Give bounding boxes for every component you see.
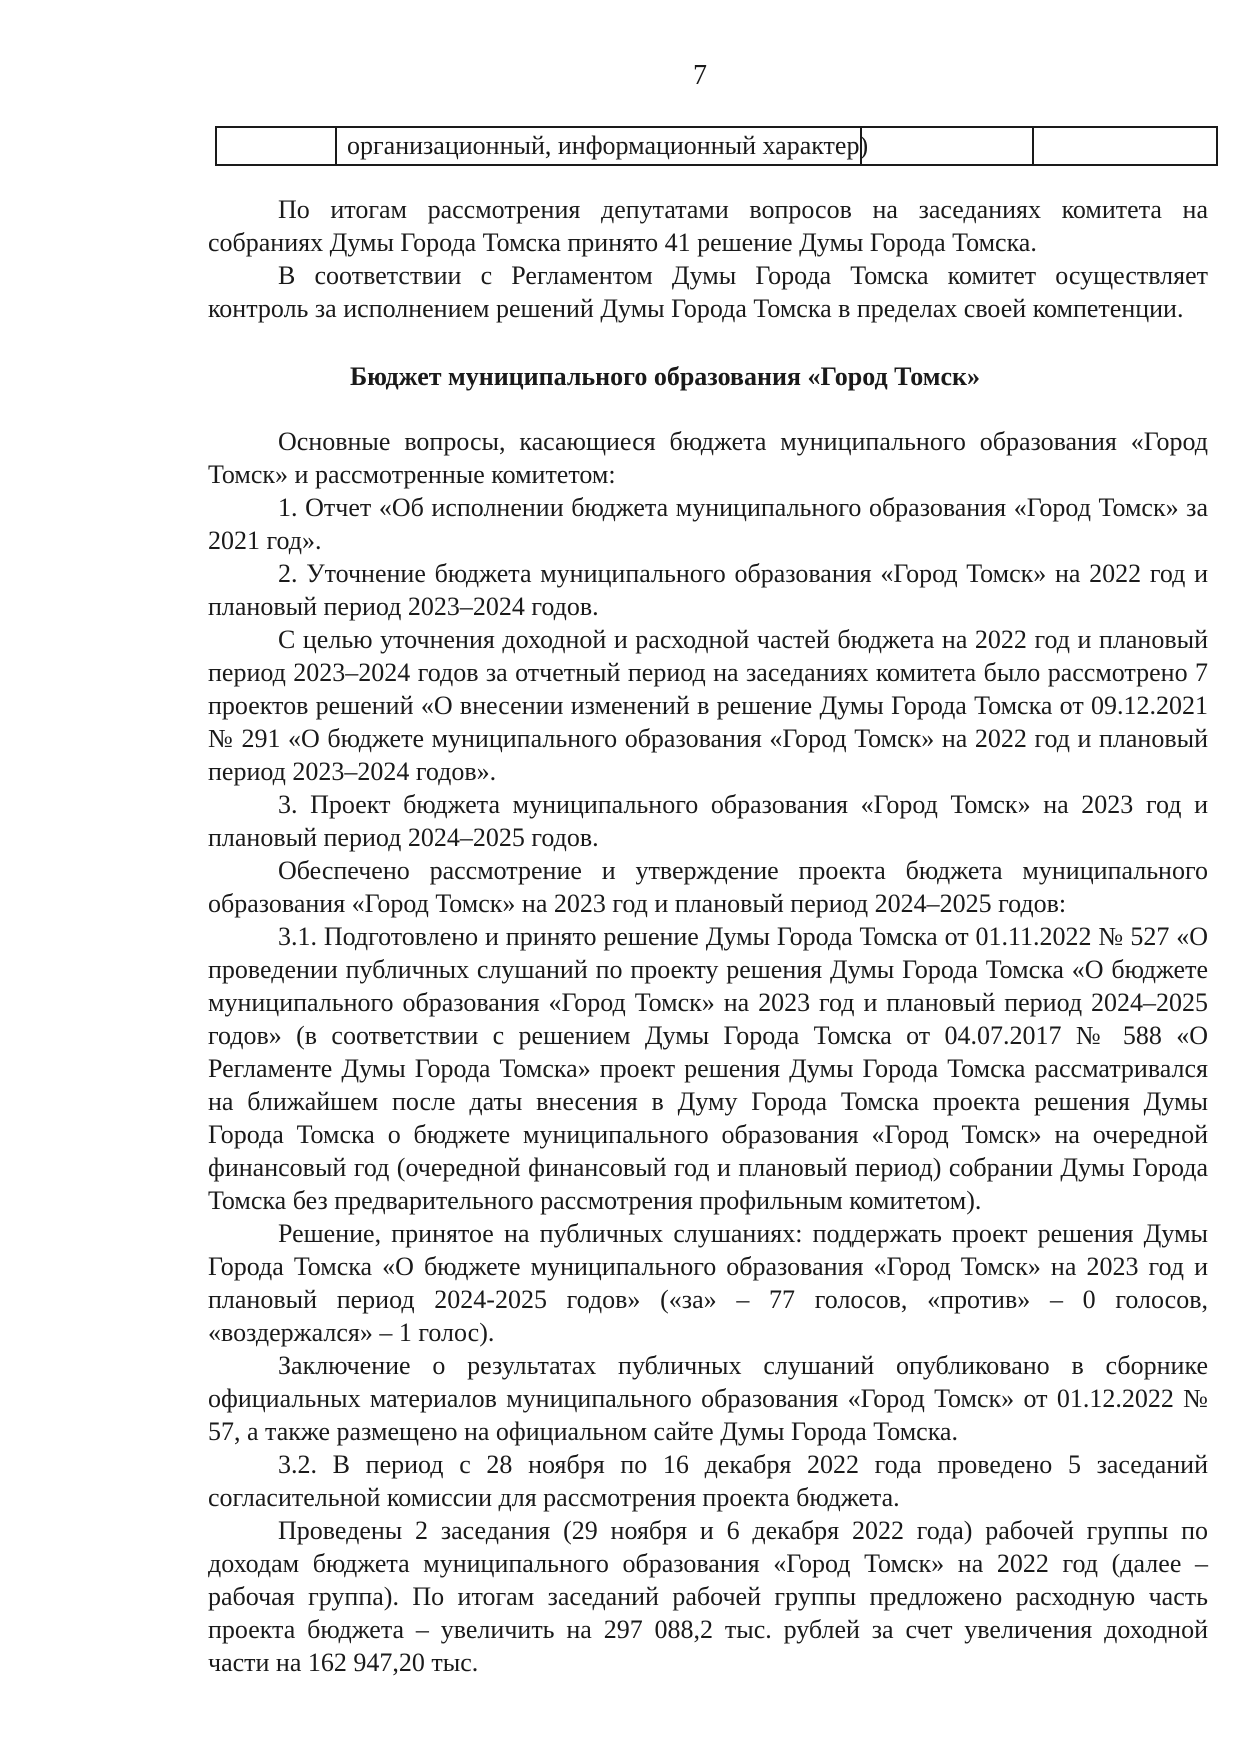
- paragraph: Решение, принятое на публичных слушаниях: поддержать проект решения Думы Города Томска «О бюджете муниципального образования «Город Томск» на 2023 год и плановый период 2024-2025 годов» («за» – 77 голосов, «против» – 0 голосов, «воздержался» – 1 голос).: [208, 1219, 1208, 1347]
- section-heading: Бюджет муниципального образования «Город Томск»: [349, 362, 981, 391]
- paragraph: 2. Уточнение бюджета муниципального образования «Город Томск» на 2022 год и плановый период 2023–2024 годов.: [208, 559, 1208, 621]
- page-number: 7: [693, 60, 707, 91]
- intro-text: [208, 193, 1208, 325]
- table-cell: [1033, 127, 1217, 165]
- paragraph: Проведены 2 заседания (29 ноября и 6 декабря 2022 года) рабочей группы по доходам бюджета муниципального образования «Город Томск» на 2022 год (далее – рабочая группа). По итогам заседаний рабочей группы предложено расходную часть проекта бюджета – увеличить на 297 088,2 тыс. рублей за счет увеличения доходной части на 162 947,20 тыс.: [208, 1516, 1208, 1677]
- section-body: [208, 425, 1208, 1679]
- paragraph: Основные вопросы, касающиеся бюджета муниципального образования «Город Томск» и рассмотренные комитетом:: [208, 427, 1208, 489]
- paragraph: Обеспечено рассмотрение и утверждение проекта бюджета муниципального образования «Город Томск» на 2023 год и плановый период 2024–2025 годов:: [208, 856, 1208, 918]
- paragraph: 3.1. Подготовлено и принято решение Думы Города Томска от 01.11.2022 № 527 «О проведении публичных слушаний по проекту решения Думы Города Томска «О бюджете муниципального образования «Город Томск» на 2023 год и плановый период 2024–2025 годов» (в соответствии с решением Думы Города Томска от 04.07.2017 № 588 «О Регламенте Думы Города Томска» проект решения Думы Города Томска рассматривался на ближайшем после даты внесения в Думу Города Томска проекта решения Думы Города Томска о бюджете муниципального образования «Город Томск» на очередной финансовый год (очередной финансовый год и плановый период) собрании Думы Города Томска без предварительного рассмотрения профильным комитетом).: [208, 922, 1208, 1215]
- paragraph: 1. Отчет «Об исполнении бюджета муниципального образования «Город Томск» за 2021 год».: [208, 493, 1208, 555]
- paragraph: В соответствии с Регламентом Думы Города Томска комитет осуществляет контроль за исполнением решений Думы Города Томска в пределах своей компетенции.: [208, 261, 1208, 323]
- paragraph: С целью уточнения доходной и расходной частей бюджета на 2022 год и плановый период 2023–2024 годов за отчетный период на заседаниях комитета было рассмотрено 7 проектов решений «О внесении изменений в решение Думы Города Томска от 09.12.2021 № 291 «О бюджете муниципального образования «Город Томск» на 2022 год и плановый период 2023–2024 годов».: [208, 625, 1208, 786]
- table-cell: [861, 127, 1033, 165]
- table-cell: организационный, информационный характер): [336, 127, 861, 165]
- paragraph: 3. Проект бюджета муниципального образования «Город Томск» на 2023 год и плановый период 2024–2025 годов.: [208, 790, 1208, 852]
- paragraph: По итогам рассмотрения депутатами вопросов на заседаниях комитета на собраниях Думы Города Томска принято 41 решение Думы Города Томска.: [208, 195, 1208, 257]
- continuation-table: [215, 126, 1218, 166]
- paragraph: 3.2. В период с 28 ноября по 16 декабря 2022 года проведено 5 заседаний согласительной комиссии для рассмотрения проекта бюджета.: [208, 1450, 1208, 1512]
- paragraph: Заключение о результатах публичных слушаний опубликовано в сборнике официальных материалов муниципального образования «Город Томск» от 01.12.2022 № 57, а также размещено на официальном сайте Думы Города Томска.: [208, 1351, 1208, 1446]
- table-cell: [216, 127, 336, 165]
- table-row: [216, 127, 1217, 165]
